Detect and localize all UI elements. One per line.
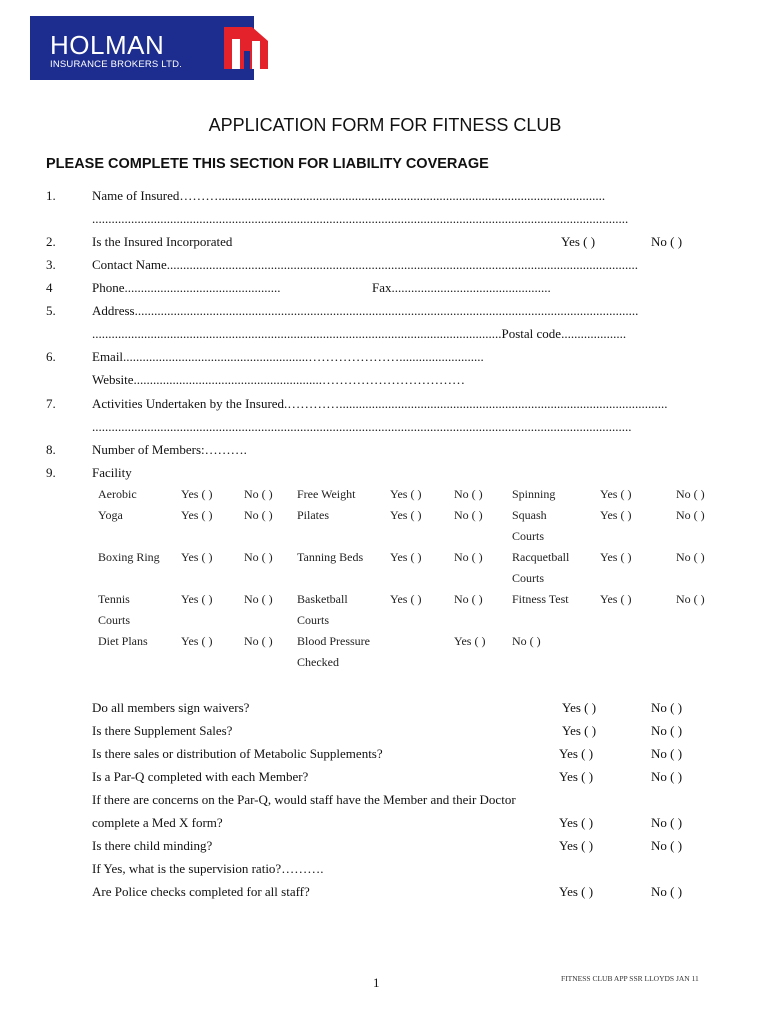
- facility-name-line2: Courts: [98, 613, 131, 627]
- incorporated-no-checkbox[interactable]: No ( ): [651, 234, 683, 249]
- facility-name: Fitness Test: [512, 592, 569, 606]
- logo-name: HOLMAN: [50, 30, 165, 60]
- question-number: 9.: [46, 465, 56, 480]
- phone-field[interactable]: Phone................................................: [92, 280, 281, 295]
- section-heading: PLEASE COMPLETE THIS SECTION FOR LIABILITY COVERAGE: [46, 156, 489, 172]
- facility-no-checkbox[interactable]: No ( ): [454, 592, 483, 606]
- facility-no-checkbox[interactable]: No ( ): [244, 550, 273, 564]
- par-q-yes-checkbox[interactable]: Yes ( ): [559, 769, 594, 784]
- facility-name: Blood Pressure: [297, 634, 370, 648]
- facility-name: Diet Plans: [98, 634, 148, 648]
- metabolic-no-checkbox[interactable]: No ( ): [651, 746, 683, 761]
- facility-no-checkbox[interactable]: No ( ): [454, 550, 483, 564]
- facility-no-checkbox[interactable]: No ( ): [244, 592, 273, 606]
- contact-name-field[interactable]: Contact Name.................................................................................................................................................: [92, 257, 638, 272]
- question-number: 8.: [46, 442, 56, 457]
- question-number: 4: [46, 280, 53, 295]
- supplement-sales-yes-checkbox[interactable]: Yes ( ): [562, 723, 597, 738]
- facility-no-checkbox[interactable]: No ( ): [676, 487, 705, 501]
- facility-name-line2: Courts: [512, 529, 545, 543]
- number-of-members-field[interactable]: Number of Members:……….: [92, 442, 247, 457]
- med-x-no-checkbox[interactable]: No ( ): [651, 815, 683, 830]
- facility-no-checkbox[interactable]: No ( ): [244, 508, 273, 522]
- supervision-ratio-field[interactable]: If Yes, what is the supervision ratio?……….: [92, 861, 324, 876]
- child-minding-no-checkbox[interactable]: No ( ): [651, 838, 683, 853]
- logo-mark-icon: [222, 25, 270, 71]
- par-q-concerns-question: If there are concerns on the Par-Q, would staff have the Member and their Doctor: [92, 792, 516, 807]
- facility-yes-checkbox[interactable]: Yes ( ): [181, 487, 213, 501]
- website-field[interactable]: Website..........................................................……………………………: [92, 372, 466, 387]
- child-minding-question: Is there child minding?: [92, 838, 213, 853]
- question-number: 5.: [46, 303, 56, 318]
- name-of-insured-field[interactable]: Name of Insured……….......................................................................................................................: [92, 188, 606, 203]
- question-number: 6.: [46, 349, 56, 364]
- facility-name: Tanning Beds: [297, 550, 364, 564]
- facility-yes-checkbox[interactable]: Yes ( ): [390, 487, 422, 501]
- par-q-question: Is a Par-Q completed with each Member?: [92, 769, 309, 784]
- facility-name: Racquetball: [512, 550, 570, 564]
- facility-name: Yoga: [98, 508, 123, 522]
- med-x-yes-checkbox[interactable]: Yes ( ): [559, 815, 594, 830]
- facility-name-line2: Courts: [512, 571, 545, 585]
- question-number: 3.: [46, 257, 56, 272]
- facility-no-checkbox[interactable]: No ( ): [244, 634, 273, 648]
- facility-yes-checkbox[interactable]: Yes ( ): [181, 634, 213, 648]
- facility-name: Boxing Ring: [98, 550, 160, 564]
- facility-yes-checkbox[interactable]: Yes ( ): [390, 508, 422, 522]
- facility-no-checkbox[interactable]: No ( ): [454, 487, 483, 501]
- incorporated-label: Is the Insured Incorporated: [92, 234, 233, 249]
- question-number: 1.: [46, 188, 56, 203]
- facility-no-checkbox[interactable]: No ( ): [244, 487, 273, 501]
- waivers-yes-checkbox[interactable]: Yes ( ): [562, 700, 597, 715]
- police-checks-no-checkbox[interactable]: No ( ): [651, 884, 683, 899]
- company-logo: [30, 16, 254, 80]
- question-number: 7.: [46, 396, 56, 411]
- metabolic-yes-checkbox[interactable]: Yes ( ): [559, 746, 594, 761]
- postal-code-field[interactable]: ..............................................................................................................................Postal code....................: [92, 326, 627, 341]
- facility-yes-checkbox[interactable]: Yes ( ): [181, 592, 213, 606]
- facility-no-checkbox[interactable]: No ( ): [676, 550, 705, 564]
- incorporated-yes-checkbox[interactable]: Yes ( ): [561, 234, 596, 249]
- address-field[interactable]: Address...........................................................................................................................................................: [92, 303, 639, 318]
- facility-yes-checkbox[interactable]: Yes ( ): [600, 487, 632, 501]
- waivers-question: Do all members sign waivers?: [92, 700, 250, 715]
- supplement-sales-no-checkbox[interactable]: No ( ): [651, 723, 683, 738]
- facility-no-checkbox[interactable]: No ( ): [454, 508, 483, 522]
- facility-name: Pilates: [297, 508, 329, 522]
- child-minding-yes-checkbox[interactable]: Yes ( ): [559, 838, 594, 853]
- police-checks-question: Are Police checks completed for all staff?: [92, 884, 310, 899]
- facility-yes-checkbox[interactable]: Yes ( ): [454, 634, 486, 648]
- facility-name: Squash: [512, 508, 547, 522]
- activities-line[interactable]: ......................................................................................................................................................................: [92, 419, 632, 434]
- metabolic-supplements-question: Is there sales or distribution of Metabolic Supplements?: [92, 746, 383, 761]
- facility-yes-checkbox[interactable]: Yes ( ): [390, 592, 422, 606]
- facility-name: Basketball: [297, 592, 348, 606]
- facility-name: Spinning: [512, 487, 556, 501]
- facility-yes-checkbox[interactable]: Yes ( ): [600, 592, 632, 606]
- page-number: 1: [373, 975, 380, 990]
- footer-code: FITNESS CLUB APP SSR LLOYDS JAN 11: [561, 974, 699, 983]
- waivers-no-checkbox[interactable]: No ( ): [651, 700, 683, 715]
- question-number: 2.: [46, 234, 56, 249]
- form-title: APPLICATION FORM FOR FITNESS CLUB: [208, 115, 562, 135]
- facility-yes-checkbox[interactable]: Yes ( ): [600, 550, 632, 564]
- facility-heading: Facility: [92, 465, 132, 480]
- facility-yes-checkbox[interactable]: Yes ( ): [390, 550, 422, 564]
- facility-yes-checkbox[interactable]: Yes ( ): [181, 550, 213, 564]
- supplement-sales-question: Is there Supplement Sales?: [92, 723, 233, 738]
- email-field[interactable]: Email.........................................................…………………..........................: [92, 349, 484, 364]
- facility-name: Aerobic: [98, 487, 137, 501]
- par-q-no-checkbox[interactable]: No ( ): [651, 769, 683, 784]
- activities-field[interactable]: Activities Undertaken by the Insured.………….....................................................................................................: [92, 396, 668, 411]
- facility-name: Tennis: [98, 592, 130, 606]
- facility-no-checkbox[interactable]: No ( ): [676, 508, 705, 522]
- facility-no-checkbox[interactable]: No ( ): [512, 634, 541, 648]
- police-checks-yes-checkbox[interactable]: Yes ( ): [559, 884, 594, 899]
- med-x-question: complete a Med X form?: [92, 815, 223, 830]
- facility-yes-checkbox[interactable]: Yes ( ): [181, 508, 213, 522]
- facility-name: Free Weight: [297, 487, 356, 501]
- facility-no-checkbox[interactable]: No ( ): [676, 592, 705, 606]
- logo-subtitle: INSURANCE BROKERS LTD.: [50, 59, 182, 70]
- fax-field[interactable]: Fax.................................................: [372, 280, 551, 295]
- facility-yes-checkbox[interactable]: Yes ( ): [600, 508, 632, 522]
- facility-name-line2: Checked: [297, 655, 339, 669]
- facility-name-line2: Courts: [297, 613, 330, 627]
- name-of-insured-line[interactable]: .....................................................................................................................................................................: [92, 211, 629, 226]
